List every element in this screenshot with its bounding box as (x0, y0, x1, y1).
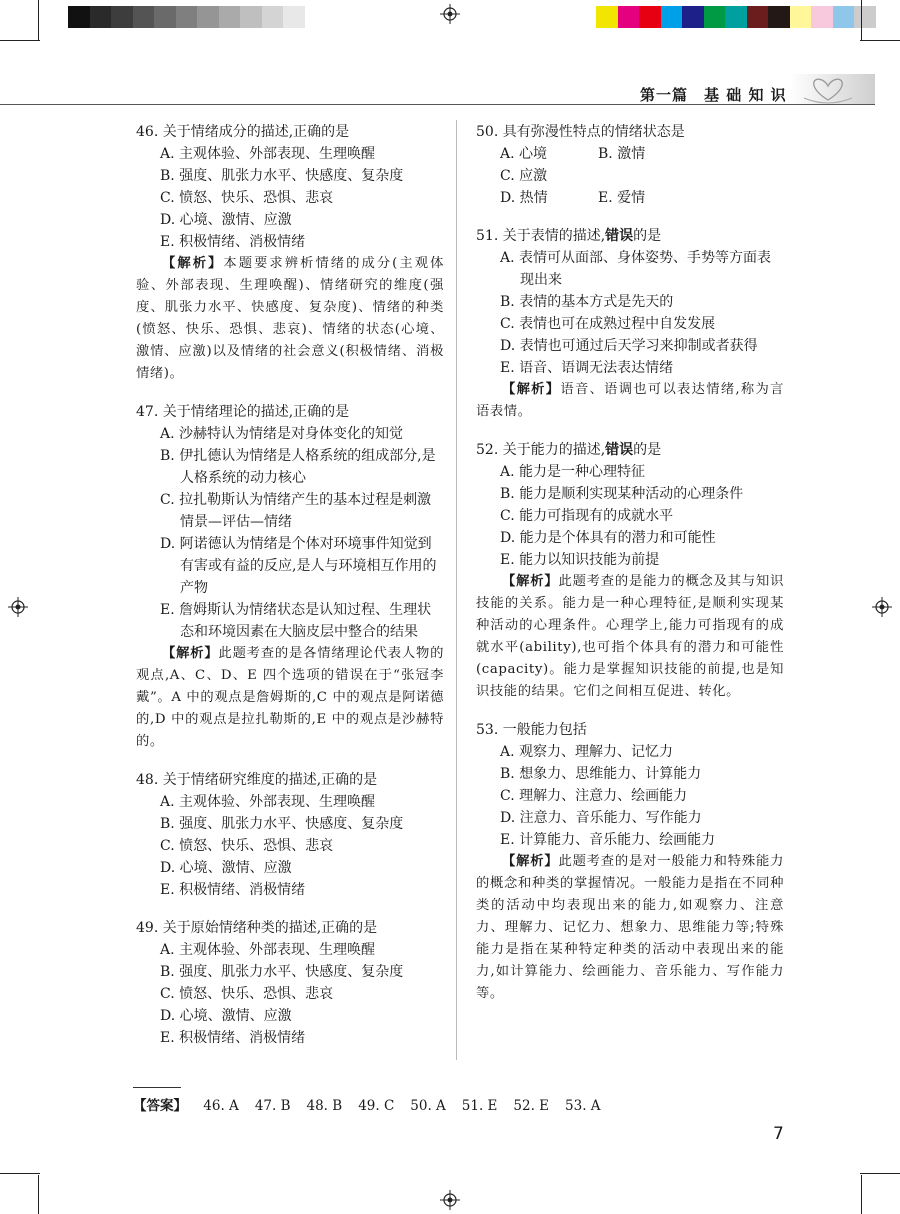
answer-label: 【答案】 (133, 1098, 187, 1114)
answer-option: B. 伊扎德认为情绪是人格系统的组成部分,是人格系统的动力核心 (160, 448, 436, 486)
answer-option: A. 主观体验、外部表现、生理唤醒 (160, 146, 376, 162)
crop-mark (860, 1173, 900, 1174)
color-swatch (661, 6, 683, 28)
explanation (476, 571, 784, 703)
grayscale-calibration-bar (68, 6, 326, 28)
explanation (476, 379, 784, 423)
answer-option: A. 主观体验、外部表现、生理唤醒 (160, 794, 376, 810)
color-swatch (305, 6, 327, 28)
color-swatch (283, 6, 305, 28)
crop-mark (38, 1175, 39, 1214)
answer-option: B. 强度、肌张力水平、快感度、复杂度 (160, 964, 404, 980)
answer-option: A. 沙赫特认为情绪是对身体变化的知觉 (160, 426, 404, 442)
color-swatch (854, 6, 876, 28)
answer-item: 46. A (203, 1098, 239, 1114)
answer-option: C. 应激 (500, 168, 548, 184)
spacer (476, 209, 784, 225)
color-swatch (262, 6, 284, 28)
answer-rule (133, 1087, 181, 1088)
registration-mark-icon (440, 4, 460, 24)
explanation-text: 此题考查的是对一般能力和特殊能力的概念和种类的掌握情况。一般能力是指在不同种类的活动中均表现出来的能力,如观察力、注意力、理解力、记忆力、想象力、思维能力等;特殊能力是指在某种特定种类的活动中表现出来的能力,如计算能力、绘画能力、音乐能力、写作能力等。 (476, 854, 784, 1001)
question-stem: 47. 关于情绪理论的描述,正确的是 (136, 404, 350, 420)
answer-option: E. 计算能力、音乐能力、绘画能力 (500, 832, 716, 848)
answer-option: D. 心境、激情、应激 (160, 212, 292, 228)
answer-option: A. 表情可从面部、身体姿势、手势等方面表现出来 (500, 250, 772, 288)
answer-option: D. 能力是个体具有的潜力和可能性 (500, 530, 716, 546)
explanation-text: 语音、语调也可以表达情绪,称为言语表情。 (476, 382, 785, 419)
registration-mark-icon (8, 597, 28, 617)
answer-item: 53. A (565, 1098, 601, 1114)
crop-mark (0, 40, 40, 41)
answer-option: A. 主观体验、外部表现、生理唤醒 (160, 942, 376, 958)
answer-option: E. 积极情绪、消极情绪 (160, 882, 306, 898)
answer-option: E. 能力以知识技能为前提 (500, 552, 660, 568)
answer-option: D. 表情也可通过后天学习来抑制或者获得 (500, 338, 758, 354)
answer-item: 49. C (358, 1098, 395, 1114)
answer-option: B. 想象力、思维能力、计算能力 (500, 766, 702, 782)
crop-mark (38, 0, 39, 40)
question-emphasis: 错误 (605, 228, 634, 244)
color-swatch (219, 6, 241, 28)
spacer (136, 753, 444, 769)
answer-option: D. 热情 (500, 190, 548, 206)
explanation-label: 【解析】 (502, 854, 559, 869)
answer-key (133, 1094, 617, 1114)
spacer (476, 423, 784, 439)
header-decoration (790, 74, 875, 104)
color-swatch (725, 6, 747, 28)
header-rule (0, 104, 875, 105)
explanation-label: 【解析】 (502, 574, 559, 589)
explanation (136, 253, 444, 385)
answer-option: B. 强度、肌张力水平、快感度、复杂度 (160, 168, 404, 184)
color-swatch (111, 6, 133, 28)
section-header-title: 第一篇 基 础 知 识 (640, 86, 787, 104)
color-swatch (176, 6, 198, 28)
registration-mark-icon (440, 1190, 460, 1210)
spacer (136, 385, 444, 401)
answer-option: D. 阿诺德认为情绪是个体对环境事件知觉到有害或有益的反应,是人与环境相互作用的产物 (160, 536, 437, 596)
question-text: 52. 关于能力的描述, (476, 442, 606, 458)
question-stem (476, 439, 784, 461)
answer-option: B. 能力是顺利实现某种活动的心理条件 (500, 486, 744, 502)
answer-option: D. 注意力、音乐能力、写作能力 (500, 810, 702, 826)
explanation (476, 851, 784, 1005)
color-swatch (133, 6, 155, 28)
color-swatch (618, 6, 640, 28)
answer-option: B. 强度、肌张力水平、快感度、复杂度 (160, 816, 404, 832)
answer-option-row (476, 187, 784, 209)
question-stem: 46. 关于情绪成分的描述,正确的是 (136, 124, 350, 140)
question-stem (476, 225, 784, 247)
explanation-label: 【解析】 (162, 256, 224, 271)
color-swatch (596, 6, 618, 28)
explanation-text: 此题考查的是各情绪理论代表人物的观点,A、C、D、E 四个选项的错误在于“张冠李戴”。A 中的观点是詹姆斯的,C 中的观点是阿诺德的,D 中的观点是拉扎勒斯的,E 中的观点是沙赫特的。 (136, 646, 444, 749)
question-stem: 50. 具有弥漫性特点的情绪状态是 (476, 124, 685, 140)
color-swatch (68, 6, 90, 28)
color-swatch (639, 6, 661, 28)
answer-option: D. 心境、激情、应激 (160, 860, 292, 876)
answer-option: E. 爱情 (598, 190, 646, 206)
answer-option: D. 心境、激情、应激 (160, 1008, 292, 1024)
answer-item: 48. B (306, 1098, 343, 1114)
answer-option: C. 拉扎勒斯认为情绪产生的基本过程是刺激情景—评估—情绪 (160, 492, 432, 530)
answer-item: 51. E (461, 1098, 498, 1114)
color-swatch (811, 6, 833, 28)
question-text: 的是 (633, 442, 662, 458)
answer-option: A. 能力是一种心理特征 (500, 464, 646, 480)
color-swatch (747, 6, 769, 28)
answer-item: 50. A (410, 1098, 446, 1114)
explanation (136, 643, 444, 753)
spacer (136, 901, 444, 917)
explanation-label: 【解析】 (162, 646, 219, 661)
question-stem: 53. 一般能力包括 (476, 722, 587, 738)
question-text: 的是 (633, 228, 662, 244)
right-column (476, 121, 784, 1005)
answer-option: E. 积极情绪、消极情绪 (160, 234, 306, 250)
crop-mark (860, 40, 900, 41)
color-swatch (90, 6, 112, 28)
crop-mark (861, 1175, 862, 1214)
page-number: 7 (773, 1124, 784, 1144)
heart-logo-icon (798, 74, 858, 104)
color-swatch (704, 6, 726, 28)
explanation-label: 【解析】 (502, 382, 561, 397)
answer-option: C. 愤怒、快乐、恐惧、悲哀 (160, 190, 334, 206)
color-calibration-bar (596, 6, 876, 28)
color-swatch (154, 6, 176, 28)
answer-item: 52. E (513, 1098, 550, 1114)
answer-option: C. 愤怒、快乐、恐惧、悲哀 (160, 838, 334, 854)
color-swatch (768, 6, 790, 28)
answer-option: E. 积极情绪、消极情绪 (160, 1030, 306, 1046)
registration-mark-icon (872, 597, 892, 617)
answer-option: A. 观察力、理解力、记忆力 (500, 744, 674, 760)
spacer (476, 703, 784, 719)
column-divider (456, 120, 457, 1060)
color-swatch (197, 6, 219, 28)
answer-item: 47. B (254, 1098, 291, 1114)
explanation-text: 本题要求辨析情绪的成分(主观体验、外部表现、生理唤醒)、情绪研究的维度(强度、肌张力水平、快感度、复杂度)、情绪的种类(愤怒、快乐、恐惧、悲哀)、情绪的状态(心境、激情、应激)以及情绪的社会意义(积极情绪、消极情绪)。 (136, 256, 445, 381)
color-swatch (833, 6, 855, 28)
color-swatch (790, 6, 812, 28)
answer-option: E. 语音、语调无法表达情绪 (500, 360, 674, 376)
answer-option: B. 激情 (598, 146, 646, 162)
answer-option: C. 愤怒、快乐、恐惧、悲哀 (160, 986, 334, 1002)
explanation-text: 此题考查的是能力的概念及其与知识技能的关系。能力是一种心理特征,是顺利实现某种活动的心理条件。心理学上,能力可指现有的成就水平(ability),也可指个体具有的潜力和可能性(capacity)。能力是掌握知识技能的前提,也是知识技能的结果。它们之间相互促进、转化。 (476, 574, 784, 699)
question-text: 51. 关于表情的描述, (476, 228, 606, 244)
color-swatch (240, 6, 262, 28)
answer-option: C. 表情也可在成熟过程中自发发展 (500, 316, 716, 332)
left-column (136, 121, 444, 1049)
answer-option: C. 理解力、注意力、绘画能力 (500, 788, 688, 804)
crop-mark (0, 1173, 40, 1174)
question-emphasis: 错误 (605, 442, 634, 458)
crop-mark (861, 0, 862, 40)
answer-option: B. 表情的基本方式是先天的 (500, 294, 674, 310)
answer-option: A. 心境 (500, 146, 548, 162)
answer-option-row (476, 143, 784, 187)
answer-option: C. 能力可指现有的成就水平 (500, 508, 674, 524)
color-swatch (682, 6, 704, 28)
question-stem: 48. 关于情绪研究维度的描述,正确的是 (136, 772, 378, 788)
question-stem: 49. 关于原始情绪种类的描述,正确的是 (136, 920, 378, 936)
answer-option: E. 詹姆斯认为情绪状态是认知过程、生理状态和环境因素在大脑皮层中整合的结果 (160, 602, 432, 640)
